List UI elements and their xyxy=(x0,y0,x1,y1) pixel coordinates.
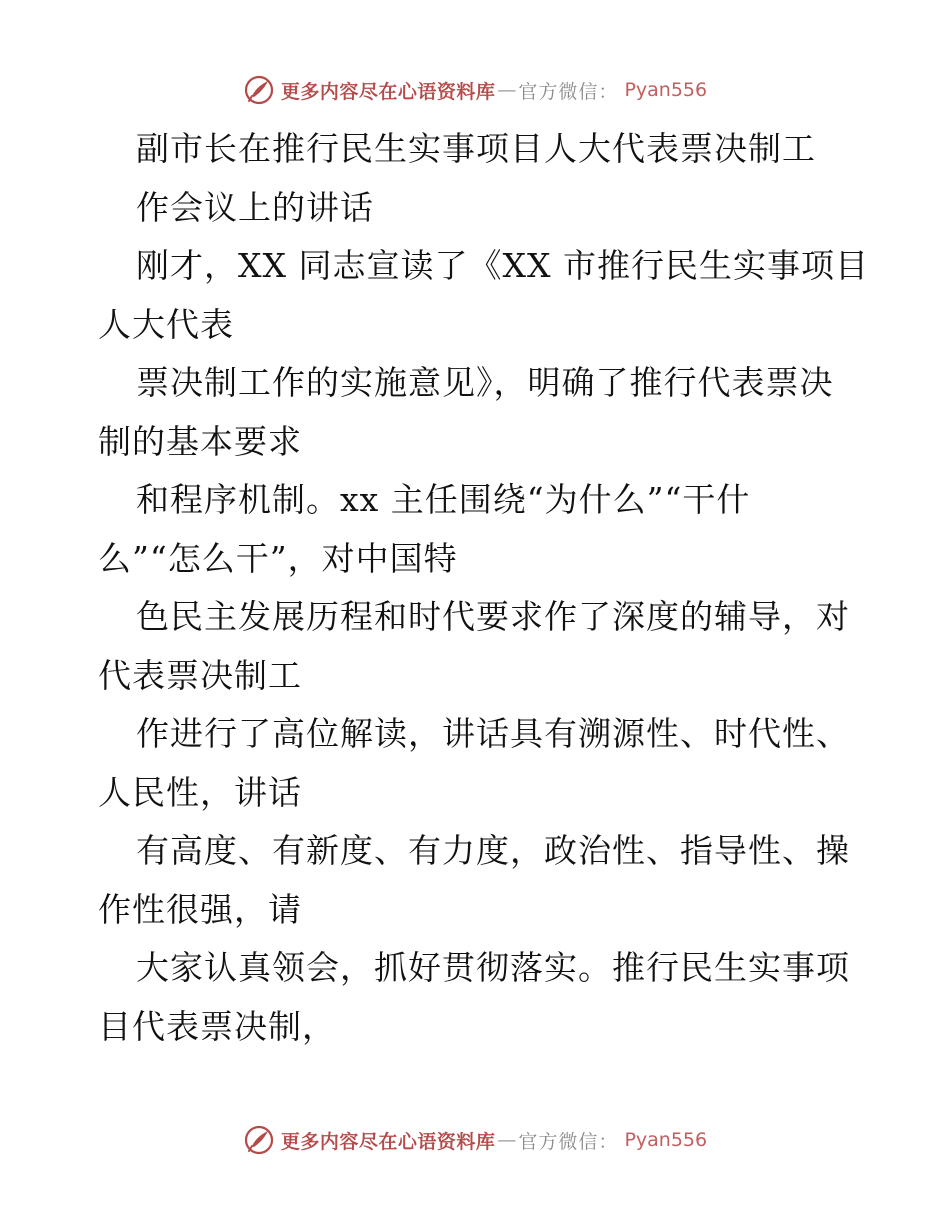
footer-wechat-label: 官方微信： xyxy=(518,1130,619,1153)
body-line: 作进行了高位解读，讲话具有溯源性、时代性、 xyxy=(136,714,850,753)
title-line: 作会议上的讲话 xyxy=(136,187,374,227)
header-brand: 更多内容尽在心语资料库 xyxy=(280,80,496,103)
body-line: 作性很强，请 xyxy=(98,889,302,929)
footer-wechat-id: Pyan556 xyxy=(624,1129,708,1151)
body-line: 票决制工作的实施意见》，明确了推行代表票决 xyxy=(136,363,834,402)
body-line: 代表票决制工 xyxy=(98,655,302,695)
header-banner xyxy=(0,70,950,110)
body-line: 制的基本要求 xyxy=(98,421,302,461)
body-line: 大家认真领会，抓好贯彻落实。推行民生实事项 xyxy=(136,948,850,987)
body-line: 有高度、有新度、有力度，政治性、指导性、操 xyxy=(136,831,850,870)
header-wechat-label: 官方微信： xyxy=(518,80,619,103)
title-line: 副市长在推行民生实事项目人大代表票决制工 xyxy=(136,129,816,168)
body-line: 刚才，XX 同志宣读了《XX 市推行民生实事项目 xyxy=(136,246,869,285)
footer-brand: 更多内容尽在心语资料库 xyxy=(280,1130,496,1153)
footer-separator: — xyxy=(497,1129,517,1151)
body-line: 和程序机制。xx 主任围绕“为什么”“干什 xyxy=(136,480,751,519)
quill-icon xyxy=(243,1124,275,1156)
body-line: 目代表票决制， xyxy=(98,1006,336,1046)
body-line: 人大代表 xyxy=(98,304,234,344)
body-line: 人民性，讲话 xyxy=(98,772,302,812)
quill-icon xyxy=(243,74,275,106)
body-line: 色民主发展历程和时代要求作了深度的辅导，对 xyxy=(136,597,850,636)
header-separator: — xyxy=(497,79,517,101)
footer-banner xyxy=(0,1120,950,1160)
header-wechat-id: Pyan556 xyxy=(624,79,708,101)
body-line: 么”“怎么干”，对中国特 xyxy=(98,538,458,578)
document-content xyxy=(98,120,868,1056)
